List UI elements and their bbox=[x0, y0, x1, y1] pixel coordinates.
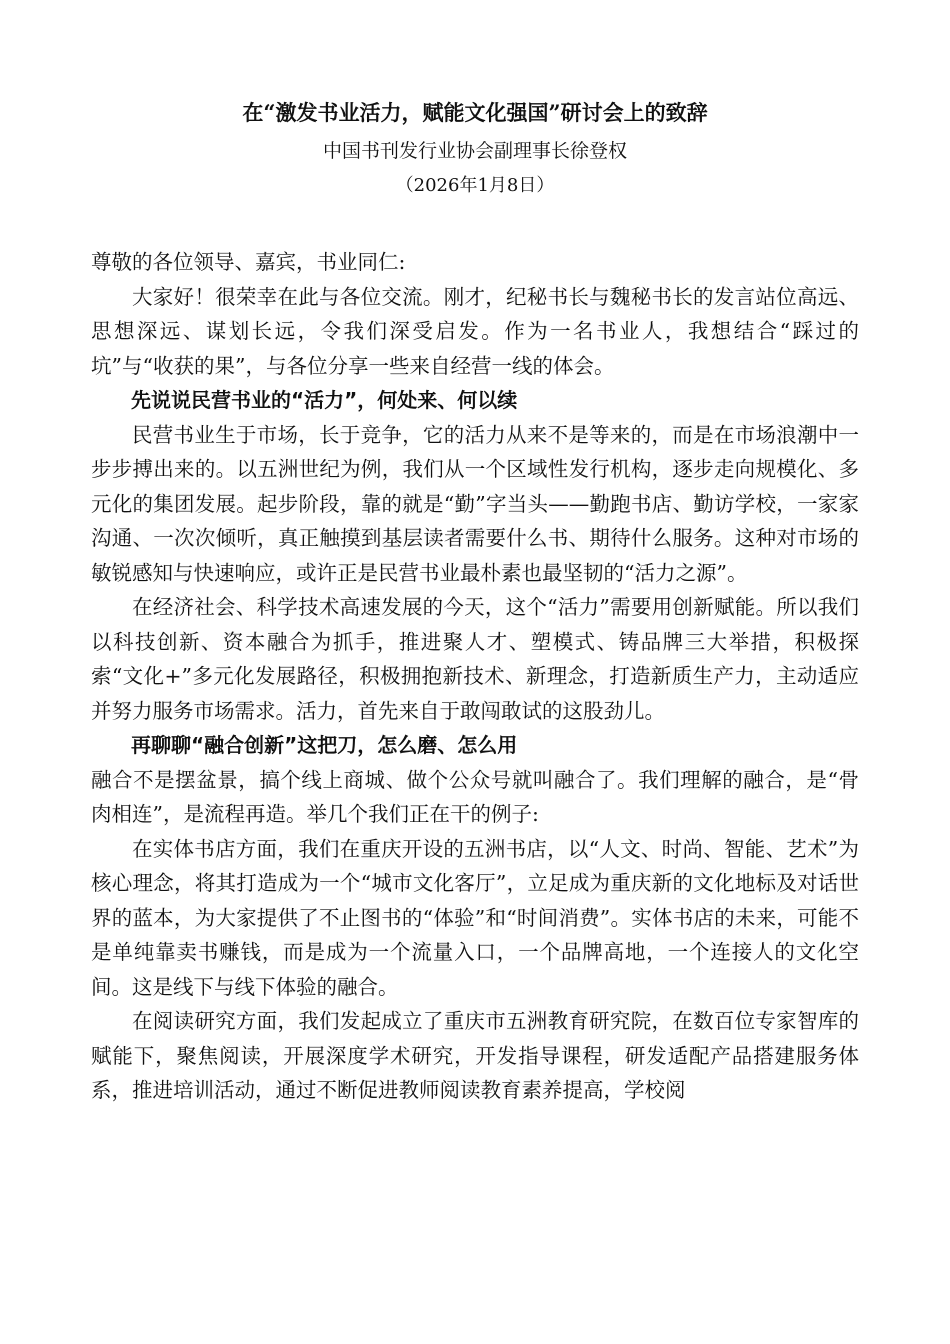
speech-date: （2026年1月8日） bbox=[395, 175, 555, 196]
salutation: 尊敬的各位领导、嘉宾，书业同仁: bbox=[91, 250, 406, 274]
paragraph-bookstore: 在实体书店方面，我们在重庆开设的五洲书店，以“人文、时尚、智能、艺术”为核心理念，将其打造成为一个“城市文化客厅”，立足成为重庆新的文化地标及对话世界的蓝本，为大家提供了不止图书的“体验”和“时间消费”。实体书店的未来，可能不是单纯靠卖书赚钱，而是成为一个流量入口，一个品牌高地，一个连接人的文化空间。这是线下与线下体验的融合。 bbox=[91, 836, 859, 999]
paragraph-vitality-source: 民营书业生于市场，长于竞争，它的活力从来不是等来的，而是在市场浪潮中一步步搏出来的。以五洲世纪为例，我们从一个区域性发行机构，逐步走向规模化、多元化的集团发展。起步阶段，靠的就是“勤”字当头——勤跑书店、勤访学校，一家家沟通、一次次倾听，真正触摸到基层读者需要什么书、期待什么服务。这种对市场的敏锐感知与快速响应，或许正是民营书业最朴素也最坚韧的“活力之源”。 bbox=[91, 422, 859, 585]
paragraph-intro: 大家好！很荣幸在此与各位交流。刚才，纪秘书长与魏秘书长的发言站位高远、思想深远、谋划长远，令我们深受启发。作为一名书业人，我想结合“踩过的坑”与“收获的果”，与各位分享一些来自经营一线的体会。 bbox=[91, 284, 859, 378]
paragraph-integration: 融合不是摆盆景，搞个线上商城、做个公众号就叫融合了。我们理解的融合，是“骨肉相连”，是流程再造。举几个我们正在干的例子: bbox=[91, 767, 859, 826]
paragraph-reading-research: 在阅读研究方面，我们发起成立了重庆市五洲教育研究院，在数百位专家智库的赋能下，聚焦阅读，开展深度学术研究，开发指导课程，研发适配产品搭建服务体系，推进培训活动，通过不断促进教师阅读教育素养提高，学校阅 bbox=[91, 1009, 859, 1102]
document-title: 在“激发书业活力，赋能文化强国”研讨会上的致辞 bbox=[242, 100, 708, 125]
speaker-line: 中国书刊发行业协会副理事长徐登权 bbox=[322, 140, 627, 162]
document-body bbox=[91, 245, 859, 1108]
section-heading-vitality: 先说说民营书业的“活力”，何处来、何以续 bbox=[131, 388, 518, 412]
section-heading-integration: 再聊聊“融合创新”这把刀，怎么磨、怎么用 bbox=[131, 733, 518, 757]
paragraph-innovation: 在经济社会、科学技术高速发展的今天，这个“活力”需要用创新赋能。所以我们以科技创新、资本融合为抓手，推进聚人才、塑模式、铸品牌三大举措，积极探索“文化+”多元化发展路径，积极拥抱新技术、新理念，打造新质生产力，主动适应并努力服务市场需求。活力，首先来自于敢闯敢试的这股劲儿。 bbox=[91, 595, 859, 723]
